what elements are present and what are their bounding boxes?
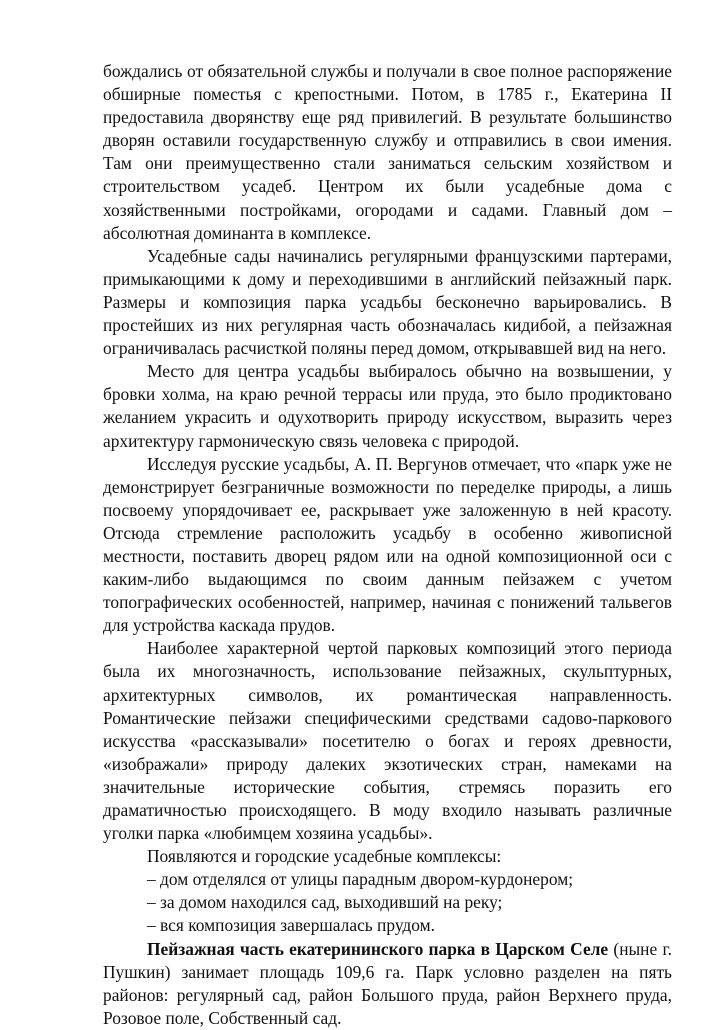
paragraph-6: Появляются и городские усадебные комплексы: — [147, 846, 502, 867]
list-item: – дом отделялся от улицы парадным двором-курдонером; — [147, 869, 574, 890]
paragraph-2: Усадебные сады начинались регулярными французскими партерами, примыкающими к дому и переходившими в английский пейзажный парк. Размеры и композиция парка усадьбы бесконечно варьировались. В простейших из них регулярная часть обозначалась кидибой, а пейзажная ограничивалась расчисткой поляны перед домом, открывавшей вид на него. — [103, 245, 672, 359]
bold-heading-phrase: Пейзажная часть екатерининского парка в Царском Селе — [147, 938, 609, 959]
list-item: – вся композиция завершалась прудом. — [147, 915, 435, 936]
paragraph-3: Место для центра усадьбы выбиралось обычно на возвышении, у бровки холма, на краю речной террасы или пруда, это было продиктовано желанием украсить и одухотворить природу искусством, выразить через архитектуру гармоническую связь человека с природой. — [103, 361, 672, 451]
paragraph-final-text: (ныне г. Пушкин) занимает площадь 109,6 га. Парк условно разделен на пять районов: регулярный сад, район Большого пруда, район Верхнего пруда, Розовое поле, Собственный сад. — [103, 938, 672, 1028]
paragraph-final — [103, 938, 672, 1030]
list-item: – за домом находился сад, выходивший на реку; — [147, 892, 503, 913]
paragraph-1: бождались от обязательной службы и получали в свое полное распоряжение обширные поместья с крепостными. Потом, в 1785 г., Екатерина II предоставила дворянству еще ряд привилегий. В результате большинство дворян оставили государственную службу и отправились в свои имения. Там они преимущественно стали заниматься сельским хозяйством и строительством усадеб. Центром их были усадебные дома с хозяйственными постройками, огородами и садами. Главный дом – абсолютная доминанта в комплексе. — [103, 61, 672, 243]
document-page — [103, 60, 672, 1030]
paragraph-4: Исследуя русские усадьбы, А. П. Вергунов отмечает, что «парк уже не демонстрирует безграничные возможности по переделке природы, а лишь посвоему упорядочивает ее, раскрывает уже заложенную в ней красоту. Отсюда стремление расположить усадьбу в особенно живописной местности, поставить дворец рядом или на одной композиционной оси с каким-либо выдающимся по своим данным пейзажем с учетом топографических особенностей, например, начиная с понижений тальвегов для устройства каскада прудов. — [103, 453, 672, 636]
paragraph-5: Наиболее характерной чертой парковых композиций этого периода была их многозначность, использование пейзажных, скульптурных, архитектурных символов, их романтическая направленность. Романтические пейзажи специфическими средствами садово-паркового искусства «рассказывали» посетителю о богах и героях древности, «изображали» природу далеких экзотических стран, намеками на значительные исторические события, стремясь поразить его драматичностью происходящего. В моду входило называть различные уголки парка «любимцем хозяина усадьбы». — [103, 638, 672, 844]
